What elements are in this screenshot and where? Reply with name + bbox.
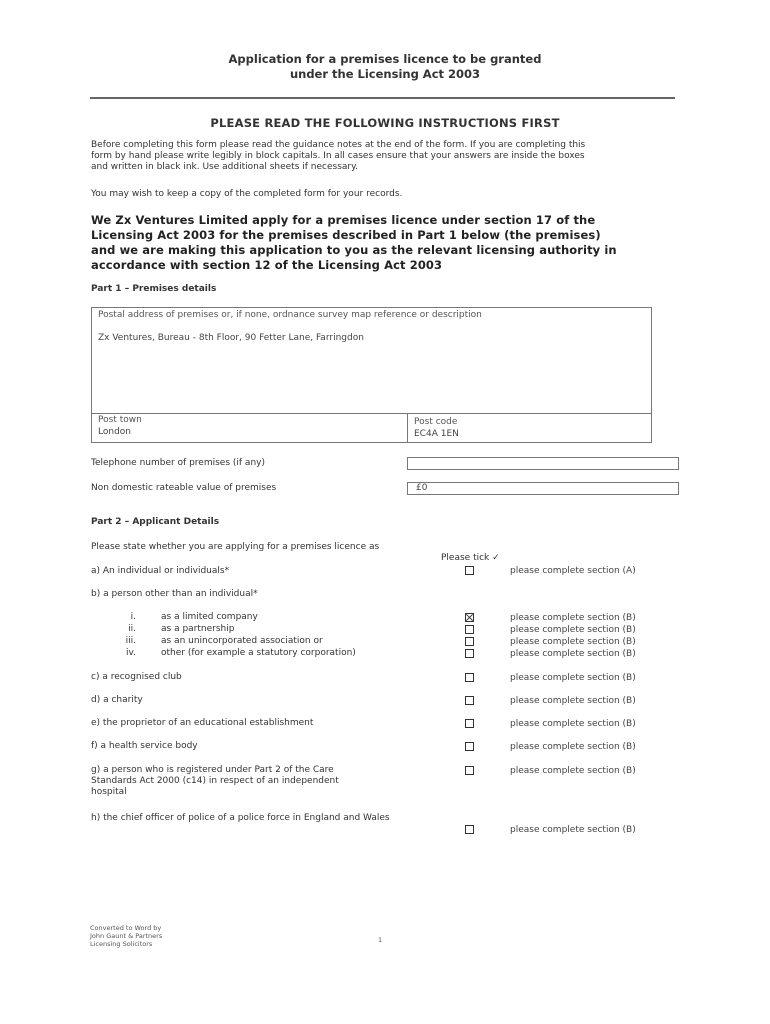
sub-i-numeral: i. (130, 612, 136, 622)
option-d-checkbox[interactable] (465, 696, 474, 705)
sub-i-checkbox-checked[interactable] (465, 613, 474, 622)
sub-iv-numeral: iv. (126, 648, 136, 658)
option-f-checkbox[interactable] (465, 742, 474, 751)
rateable-value-label: Non domestic rateable value of premises (91, 483, 277, 493)
option-g-checkbox[interactable] (465, 766, 474, 775)
address-label: Postal address of premises or, if none, ordnance survey map reference or description (98, 310, 482, 320)
declaration-line: accordance with section 12 of the Licensing Act 2003 (91, 258, 443, 272)
part2-heading: Part 2 – Applicant Details (91, 517, 220, 527)
premises-address-box (91, 307, 652, 443)
option-c-label: c) a recognised club (91, 672, 182, 682)
sub-i-instruction: please complete section (B) (510, 613, 636, 623)
instructions-line: Before completing this form please read the guidance notes at the end of the form. If you are completing this (91, 140, 586, 150)
address-box-divider (91, 413, 652, 414)
instructions-heading: PLEASE READ THE FOLLOWING INSTRUCTIONS FIRST (210, 116, 560, 130)
declaration-line: We Zx Ventures Limited apply for a premises licence under section 17 of the (91, 213, 596, 227)
sub-ii-checkbox[interactable] (465, 625, 474, 634)
sub-ii-numeral: ii. (128, 624, 136, 634)
option-a-instruction: please complete section (A) (510, 566, 636, 576)
option-b-label: b) a person other than an individual* (91, 589, 258, 599)
telephone-label: Telephone number of premises (if any) (91, 458, 265, 468)
sub-i-label: as a limited company (161, 612, 258, 622)
option-g-line: g) a person who is registered under Part 2 of the Care (91, 765, 334, 775)
telephone-field[interactable] (407, 457, 679, 470)
instructions-paragraph (91, 140, 681, 173)
instructions-line: form by hand please write legibly in block capitals. In all cases ensure that your answers are inside the boxes (91, 151, 585, 161)
form-title-line1: Application for a premises licence to be granted (228, 52, 542, 66)
sub-iv-label: other (for example a statutory corporation) (161, 648, 356, 658)
post-code-value-field[interactable]: EC4A 1EN (414, 429, 459, 439)
form-title-line2: under the Licensing Act 2003 (289, 67, 481, 81)
sub-iii-checkbox[interactable] (465, 637, 474, 646)
option-h-label: h) the chief officer of police of a police force in England and Wales (91, 813, 390, 823)
instructions-line: and written in black ink. Use additional sheets if necessary. (91, 162, 358, 172)
option-g-label (91, 765, 339, 798)
keep-copy-note: You may wish to keep a copy of the completed form for your records. (91, 189, 403, 199)
declaration-line: Licensing Act 2003 for the premises described in Part 1 below (the premises) (91, 228, 601, 242)
address-value-field[interactable]: Zx Ventures, Bureau - 8th Floor, 90 Fetter Lane, Farringdon (98, 333, 364, 343)
post-town-label: Post town (98, 415, 142, 425)
postcode-divider (407, 413, 408, 443)
sub-iii-numeral: iii. (125, 636, 136, 646)
sub-iii-instruction: please complete section (B) (510, 637, 636, 647)
sub-ii-instruction: please complete section (B) (510, 625, 636, 635)
post-code-label: Post code (414, 417, 458, 427)
option-a-checkbox[interactable] (465, 566, 474, 575)
declaration-line: and we are making this application to you as the relevant licensing authority in (91, 243, 617, 257)
title-divider (90, 97, 675, 99)
option-g-line: Standards Act 2000 (c14) in respect of an independent (91, 776, 339, 786)
option-e-label: e) the proprietor of an educational establishment (91, 718, 314, 728)
footer-credit (90, 924, 162, 948)
option-h-instruction: please complete section (B) (510, 825, 636, 835)
option-g-line: hospital (91, 787, 127, 797)
post-town-value-field[interactable]: London (98, 427, 131, 437)
footer-credit-line: John Gaunt & Partners (90, 932, 163, 940)
option-e-instruction: please complete section (B) (510, 719, 636, 729)
sub-ii-label: as a partnership (161, 624, 235, 634)
option-h-checkbox[interactable] (465, 825, 474, 834)
option-a-label: a) An individual or individuals* (91, 566, 230, 576)
declaration-statement (91, 213, 681, 273)
sub-iii-label: as an unincorporated association or (161, 636, 323, 646)
rateable-value-field[interactable]: £0 (407, 482, 679, 495)
tick-column-header: Please tick ✓ (441, 553, 500, 563)
applicant-type-intro: Please state whether you are applying for a premises licence as (91, 542, 380, 552)
option-g-instruction: please complete section (B) (510, 766, 636, 776)
part1-heading: Part 1 – Premises details (91, 284, 217, 294)
option-f-instruction: please complete section (B) (510, 742, 636, 752)
footer-credit-line: Licensing Solicitors (90, 940, 153, 948)
option-e-checkbox[interactable] (465, 719, 474, 728)
footer-credit-line: Converted to Word by (90, 924, 162, 932)
sub-iv-instruction: please complete section (B) (510, 649, 636, 659)
option-c-checkbox[interactable] (465, 673, 474, 682)
sub-iv-checkbox[interactable] (465, 649, 474, 658)
option-c-instruction: please complete section (B) (510, 673, 636, 683)
option-d-instruction: please complete section (B) (510, 696, 636, 706)
page-number: 1 (378, 936, 383, 944)
option-d-label: d) a charity (91, 695, 143, 705)
option-f-label: f) a health service body (91, 741, 198, 751)
